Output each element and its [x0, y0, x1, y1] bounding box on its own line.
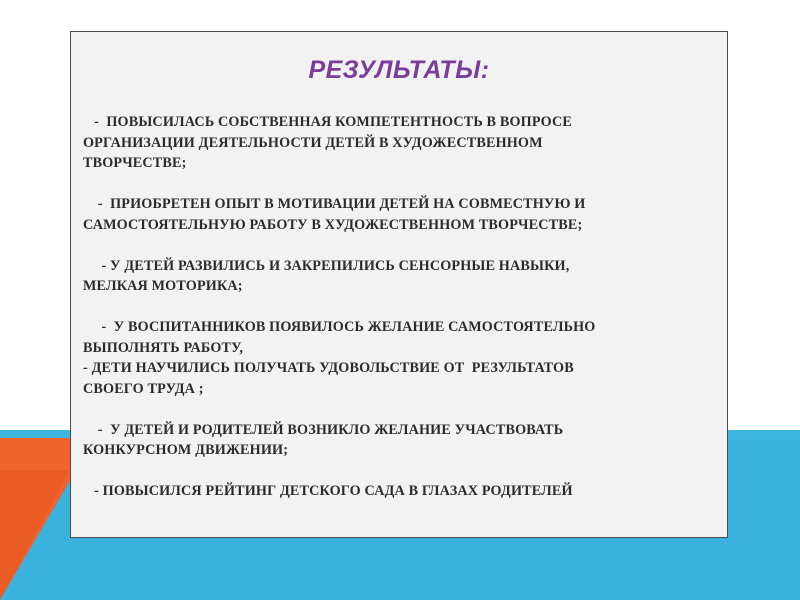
content-panel — [70, 31, 728, 538]
result-line: - ПОВЫСИЛСЯ РЕЙТИНГ ДЕТСКОГО САДА В ГЛАЗАХ РОДИТЕЛЕЙ — [83, 483, 573, 499]
result-line: - У ВОСПИТАННИКОВ ПОЯВИЛОСЬ ЖЕЛАНИЕ САМОСТОЯТЕЛЬНО — [83, 319, 596, 335]
result-line: ОРГАНИЗАЦИИ ДЕЯТЕЛЬНОСТИ ДЕТЕЙ В ХУДОЖЕСТВЕННОМ — [83, 134, 543, 151]
spacer — [83, 461, 723, 482]
result-line: - ДЕТИ НАУЧИЛИСЬ ПОЛУЧАТЬ УДОВОЛЬСТВИЕ ОТ РЕЗУЛЬТАТОВ — [83, 360, 574, 376]
spacer — [83, 297, 723, 318]
result-line: - У ДЕТЕЙ РАЗВИЛИСЬ И ЗАКРЕПИЛИСЬ СЕНСОРНЫЕ НАВЫКИ, — [83, 257, 570, 274]
result-line: ТВОРЧЕСТВЕ; — [83, 155, 187, 171]
result-line: ВЫПОЛНЯТЬ РАБОТУ, — [83, 339, 244, 356]
result-line: - ПОВЫСИЛАСЬ СОБСТВЕННАЯ КОМПЕТЕНТНОСТЬ В ВОПРОСЕ — [83, 114, 572, 130]
result-line: СВОЕГО ТРУДА ; — [83, 380, 204, 397]
result-line: МЕЛКАЯ МОТОРИКА; — [83, 278, 243, 294]
result-line: САМОСТОЯТЕЛЬНУЮ РАБОТУ В ХУДОЖЕСТВЕННОМ ТВОРЧЕСТВЕ; — [83, 216, 583, 233]
slide-title: РЕЗУЛЬТАТЫ: — [308, 56, 490, 84]
results-list — [83, 112, 723, 502]
result-line: - У ДЕТЕЙ И РОДИТЕЛЕЙ ВОЗНИКЛО ЖЕЛАНИЕ УЧАСТВОВАТЬ — [83, 421, 564, 438]
result-line: КОНКУРСНОМ ДВИЖЕНИИ; — [83, 442, 289, 458]
spacer — [83, 235, 723, 256]
spacer — [83, 174, 723, 195]
result-line: - ПРИОБРЕТЕН ОПЫТ В МОТИВАЦИИ ДЕТЕЙ НА СОВМЕСТНУЮ И — [83, 196, 586, 212]
spacer — [83, 399, 723, 420]
